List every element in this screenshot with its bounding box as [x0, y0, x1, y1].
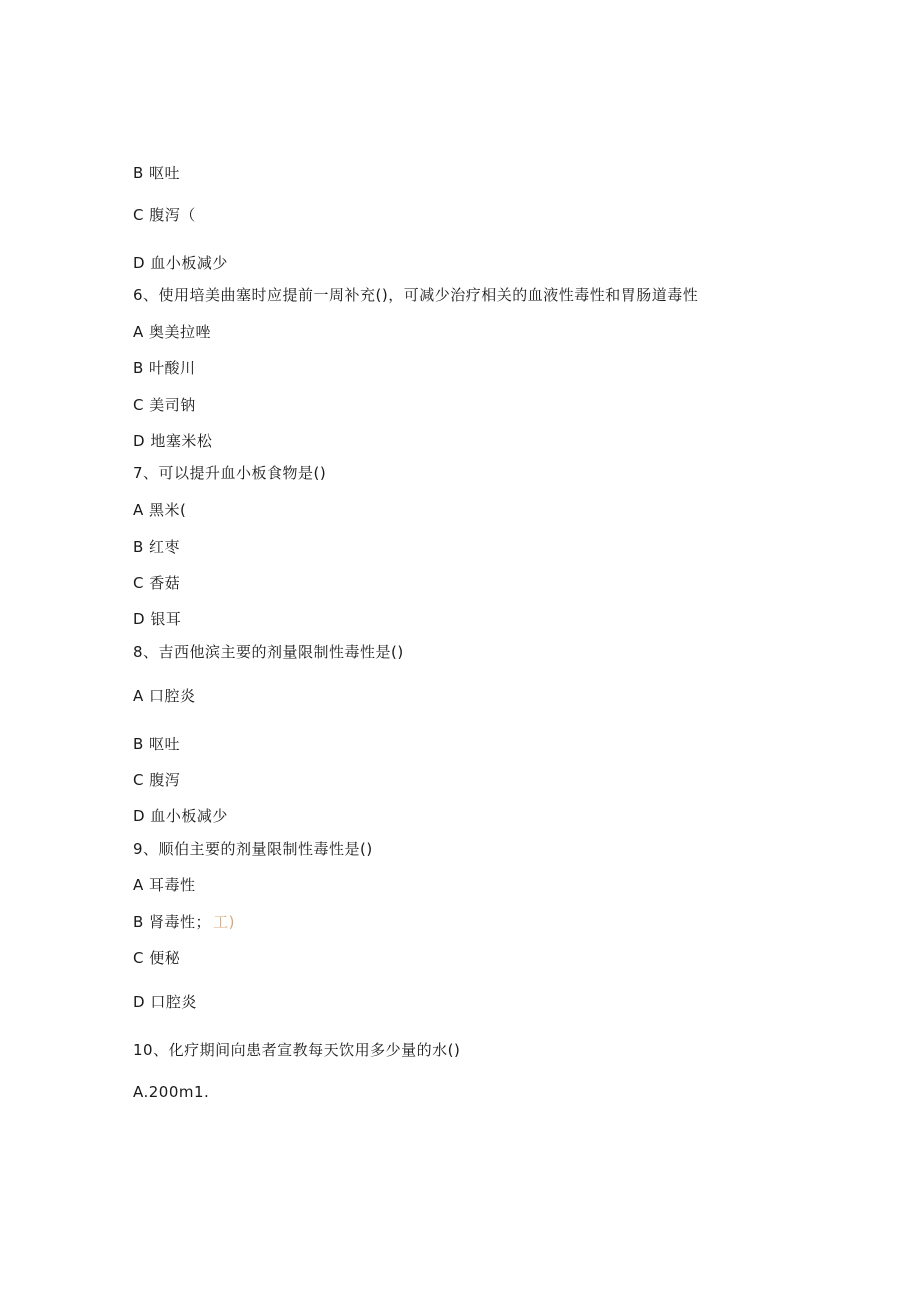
- q8-option-d: D 血小板减少: [133, 807, 228, 825]
- q9-option-b: [133, 912, 235, 932]
- question-9: 9、顺伯主要的剂量限制性毒性是(): [133, 840, 373, 858]
- option-b-vomiting: B 呕吐: [133, 164, 181, 182]
- q8-option-c: C 腹泻: [133, 771, 181, 789]
- q6-option-b: B 叶酸川: [133, 359, 196, 377]
- q6-option-c: C 美司钠: [133, 396, 196, 414]
- question-8: 8、吉西他滨主要的剂量限制性毒性是(): [133, 643, 404, 661]
- q8-option-b: B 呕吐: [133, 735, 181, 753]
- q7-option-b: B 红枣: [133, 538, 181, 556]
- q8-option-a: A 口腔炎: [133, 687, 196, 705]
- q7-option-c: C 香菇: [133, 574, 181, 592]
- q6-option-d: D 地塞米松: [133, 432, 213, 450]
- q9-option-d: D 口腔炎: [133, 993, 197, 1011]
- q9-option-a: A 耳毒性: [133, 876, 196, 894]
- option-c-diarrhea: C 腹泻（: [133, 206, 196, 224]
- q7-option-a: A 黑米(: [133, 501, 187, 519]
- question-6: 6、使用培美曲塞时应提前一周补充()，可减少治疗相关的血液性毒性和胃肠道毒性: [133, 286, 699, 304]
- handwritten-annotation: 工): [213, 913, 235, 931]
- option-d-thrombocytopenia: D 血小板减少: [133, 254, 228, 272]
- q6-option-a: A 奥美拉唑: [133, 323, 212, 341]
- q9-option-c: C 便秘: [133, 949, 181, 967]
- q9-option-b-text: B 肾毒性；: [133, 913, 212, 931]
- question-10: 10、化疗期间向患者宣教每天饮用多少量的水(): [133, 1041, 461, 1059]
- q10-option-a: A.200m1.: [133, 1083, 210, 1101]
- q7-option-d: D 银耳: [133, 610, 182, 628]
- question-7: 7、可以提升血小板食物是(): [133, 464, 327, 482]
